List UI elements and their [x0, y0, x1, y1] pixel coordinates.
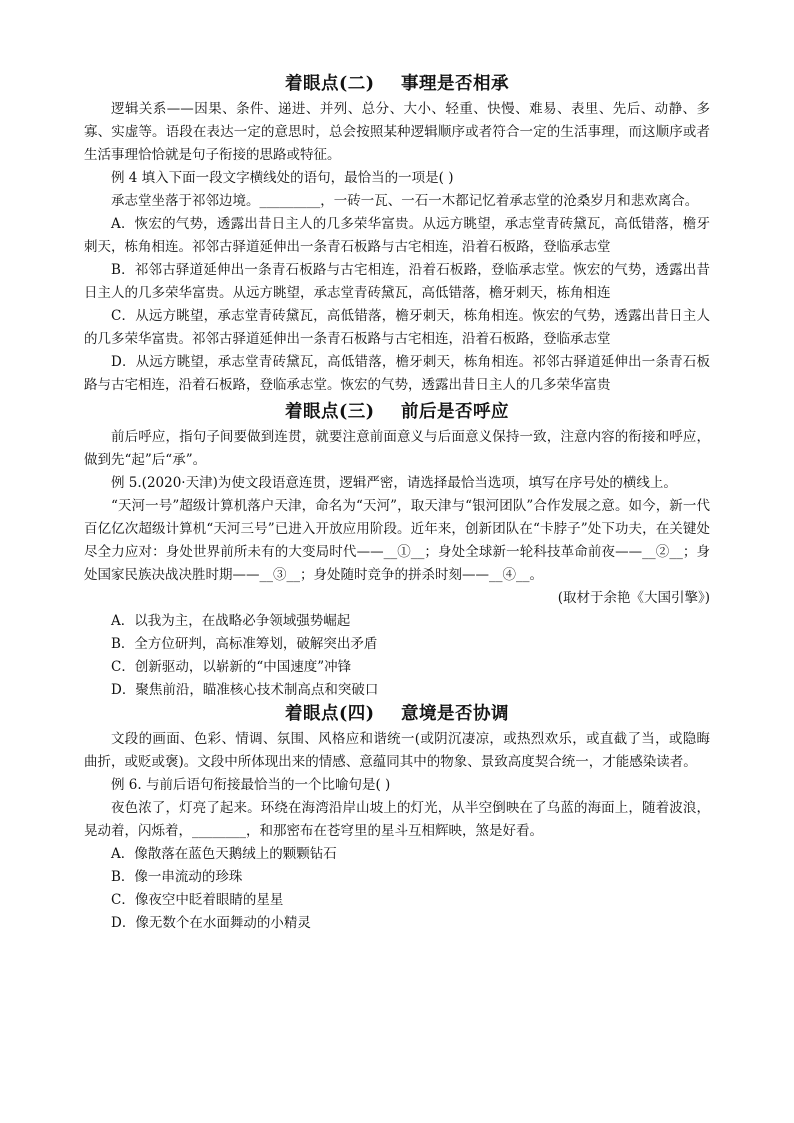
- example-6-option-d: D．像无数个在水面舞动的小精灵: [111, 915, 311, 931]
- example-6-option-c: C．像夜空中眨着眼睛的星星: [111, 892, 284, 908]
- example-5-option-b: B．全方位研判，高标准筹划，破解突出矛盾: [111, 636, 378, 652]
- document-content: [84, 72, 710, 935]
- section-heading-4: 着眼点(四) 意境是否协调: [285, 704, 509, 724]
- example-5-source: (取材于余艳《大国引擎》): [557, 590, 710, 606]
- example-5-passage: “天河一号”超级计算机落户天津，命名为“天河”，取天津与“银河团队”合作发展之意。如今，新一代百亿亿次超级计算机“天河三号”已进入开放应用阶段。近年来，创新团队在“卡脖子”处下功夫，在关键处尽全力应对：身处世界前所未有的大变局时代——__①__；身处全球新一轮科技革命前夜——__②__；身处国家民族决战决胜时期——__③__；身处随时竞争的拼杀时刻——__④__。: [84, 498, 710, 583]
- example-6-option-b: B．像一串流动的珍珠: [111, 869, 243, 885]
- example-4-option-d: D．从远方眺望，承志堂青砖黛瓦，高低错落，檐牙刺天，栋角相连。祁邻古驿道延伸出一条青石板路与古宅相连，沿着石板路，登临承志堂。恢宏的气势，透露出昔日主人的几多荣华富贵: [84, 354, 710, 393]
- example-4-option-c: C．从远方眺望，承志堂青砖黛瓦，高低错落，檐牙刺天，栋角相连。恢宏的气势，透露出昔日主人的几多荣华富贵。祁邻古驿道延伸出一条青石板路与古宅相连，沿着石板路，登临承志堂: [84, 308, 710, 347]
- example-6-question: 例 6. 与前后语句衔接最恰当的一个比喻句是( ): [111, 777, 391, 793]
- example-6-passage: 夜色浓了，灯亮了起来。环绕在海湾沿岸山坡上的灯光，从半空倒映在了乌蓝的海面上，随着波浪，晃动着，闪烁着，________，和那密布在苍穹里的星斗互相辉映，煞是好看。: [84, 800, 710, 839]
- section-intro-2: 逻辑关系——因果、条件、递进、并列、总分、大小、轻重、快慢、难易、表里、先后、动静、多寡、实虚等。语段在表达一定的意思时，总会按照某种逻辑顺序或者符合一定的生活事理，而这顺序或者生活事理恰恰就是句子衔接的思路或特征。: [84, 101, 710, 163]
- example-5-option-a: A．以我为主，在战略必争领域强势崛起: [111, 613, 351, 629]
- example-4-option-b: B．祁邻古驿道延伸出一条青石板路与古宅相连，沿着石板路，登临承志堂。恢宏的气势，透露出昔日主人的几多荣华富贵。从远方眺望，承志堂青砖黛瓦，高低错落，檐牙刺天，栋角相连: [84, 262, 710, 301]
- example-4-question: 例 4 填入下面一段文字横线处的语句，最恰当的一项是( ): [111, 170, 454, 186]
- example-4-option-a: A．恢宏的气势，透露出昔日主人的几多荣华富贵。从远方眺望，承志堂青砖黛瓦，高低错落，檐牙刺天，栋角相连。祁邻古驿道延伸出一条青石板路与古宅相连，沿着石板路，登临承志堂: [84, 216, 710, 255]
- example-6-option-a: A．像散落在蓝色天鹅绒上的颗颗钻石: [111, 846, 337, 862]
- example-5-option-c: C．创新驱动，以崭新的“中国速度”冲锋: [111, 659, 352, 675]
- section-intro-3: 前后呼应，指句子间要做到连贯，就要注意前面意义与后面意义保持一致，注意内容的衔接和呼应，做到先“起”后“承”。: [84, 429, 710, 468]
- section-heading-2: 着眼点(二) 事理是否相承: [285, 74, 509, 94]
- example-4-passage: 承志堂坐落于祁邻边境。_________，一砖一瓦、一石一木都记忆着承志堂的沧桑岁月和悲欢离合。: [111, 193, 699, 209]
- section-intro-4: 文段的画面、色彩、情调、氛围、风格应和谐统一(或阴沉凄凉，或热烈欢乐，或直截了当，或隐晦曲折，或贬或褒)。文段中所体现出来的情感、意蕴同其中的物象、景致高度契合统一，才能感染读者。: [84, 731, 710, 770]
- section-heading-3: 着眼点(三) 前后是否呼应: [285, 402, 509, 422]
- example-5-option-d: D．聚焦前沿，瞄准核心技术制高点和突破口: [111, 682, 379, 698]
- example-5-question: 例 5.(2020·天津)为使文段语意连贯，逻辑严密，请选择最恰当选项，填写在序号处的横线上。: [111, 475, 677, 491]
